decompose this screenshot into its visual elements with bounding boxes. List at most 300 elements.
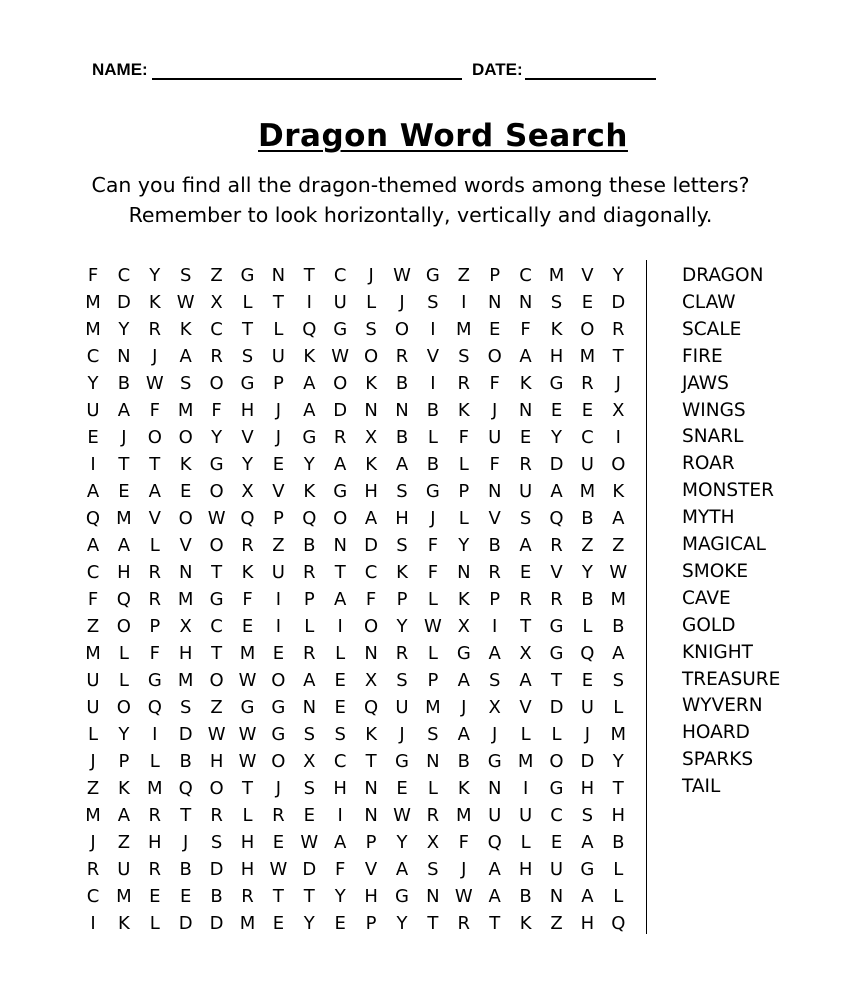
grid-letter[interactable]: G <box>333 481 348 502</box>
grid-letter[interactable]: U <box>519 481 533 502</box>
grid-letter[interactable]: R <box>550 589 563 610</box>
grid-letter[interactable]: A <box>612 643 625 664</box>
grid-letter[interactable]: W <box>423 616 442 637</box>
grid-letter[interactable]: K <box>179 319 192 340</box>
grid-letter[interactable]: Z <box>210 697 223 718</box>
grid-letter[interactable]: F <box>87 265 99 286</box>
grid-letter[interactable]: E <box>550 400 563 421</box>
grid-letter[interactable]: S <box>179 265 192 286</box>
grid-letter[interactable]: R <box>395 643 409 664</box>
grid-letter[interactable]: A <box>581 886 594 907</box>
grid-letter[interactable]: M <box>116 508 132 529</box>
grid-letter[interactable]: X <box>241 481 254 502</box>
grid-letter[interactable]: M <box>239 643 256 664</box>
grid-letter[interactable]: C <box>86 562 100 583</box>
grid-letter[interactable]: V <box>241 427 254 448</box>
grid-letter[interactable]: Y <box>118 319 130 340</box>
grid-letter[interactable]: C <box>86 346 100 367</box>
grid-letter[interactable]: U <box>86 400 100 421</box>
grid-letter[interactable]: A <box>334 589 347 610</box>
grid-letter[interactable]: M <box>456 805 472 826</box>
grid-letter[interactable]: S <box>396 670 408 691</box>
grid-letter[interactable]: N <box>364 643 378 664</box>
grid-letter[interactable]: B <box>581 508 594 529</box>
grid-letter[interactable]: J <box>275 400 282 421</box>
grid-letter[interactable]: T <box>211 562 223 583</box>
grid-letter[interactable]: C <box>210 616 223 637</box>
grid-letter[interactable]: X <box>519 643 532 664</box>
grid-letter[interactable]: Y <box>551 427 562 448</box>
grid-letter[interactable]: B <box>395 427 409 448</box>
grid-letter[interactable]: D <box>549 454 564 475</box>
grid-letter[interactable]: L <box>118 643 129 664</box>
grid-letter[interactable]: S <box>334 724 346 745</box>
grid-letter[interactable]: A <box>519 535 532 556</box>
grid-letter[interactable]: C <box>210 319 223 340</box>
grid-letter[interactable]: P <box>396 589 408 610</box>
grid-letter[interactable]: K <box>117 913 130 934</box>
grid-letter[interactable]: V <box>272 481 285 502</box>
grid-letter[interactable]: H <box>364 886 378 907</box>
grid-letter[interactable]: J <box>461 697 467 718</box>
grid-letter[interactable]: G <box>425 265 440 286</box>
grid-letter[interactable]: X <box>457 616 470 637</box>
grid-letter[interactable]: A <box>457 670 470 691</box>
grid-letter[interactable]: Q <box>178 778 193 799</box>
grid-letter[interactable]: Q <box>116 589 131 610</box>
grid-letter[interactable]: S <box>396 481 408 502</box>
grid-letter[interactable]: I <box>492 616 498 637</box>
grid-letter[interactable]: U <box>549 859 564 880</box>
grid-letter[interactable]: Z <box>457 265 470 286</box>
grid-letter[interactable]: O <box>209 481 224 502</box>
grid-letter[interactable]: Y <box>458 535 470 556</box>
grid-letter[interactable]: D <box>178 724 193 745</box>
grid-letter[interactable]: M <box>425 697 441 718</box>
grid-letter[interactable]: E <box>272 643 285 664</box>
grid-letter[interactable]: L <box>87 724 99 745</box>
grid-letter[interactable]: T <box>334 562 346 583</box>
grid-letter[interactable]: B <box>519 886 532 907</box>
grid-letter[interactable]: W <box>269 859 288 880</box>
grid-letter[interactable]: Y <box>303 454 315 475</box>
grid-letter[interactable]: H <box>178 643 193 664</box>
grid-letter[interactable]: H <box>209 751 224 772</box>
grid-letter[interactable]: S <box>519 508 532 529</box>
grid-letter[interactable]: F <box>211 400 222 421</box>
grid-letter[interactable]: G <box>240 265 255 286</box>
grid-letter[interactable]: Y <box>334 886 346 907</box>
grid-letter[interactable]: K <box>457 778 470 799</box>
grid-letter[interactable]: G <box>302 427 317 448</box>
grid-letter[interactable]: G <box>240 697 255 718</box>
grid-letter[interactable]: N <box>178 562 193 583</box>
grid-letter[interactable]: A <box>550 481 563 502</box>
grid-letter[interactable]: M <box>177 589 194 610</box>
grid-letter[interactable]: C <box>333 265 347 286</box>
grid-letter[interactable]: K <box>241 562 254 583</box>
grid-letter[interactable]: N <box>457 562 471 583</box>
grid-letter[interactable]: C <box>519 265 532 286</box>
grid-letter[interactable]: X <box>612 400 625 421</box>
grid-letter[interactable]: A <box>519 670 532 691</box>
grid-letter[interactable]: L <box>242 805 253 826</box>
grid-letter[interactable]: K <box>519 913 532 934</box>
grid-letter[interactable]: F <box>489 373 500 394</box>
grid-letter[interactable]: L <box>149 535 160 556</box>
grid-letter[interactable]: I <box>337 805 343 826</box>
grid-letter[interactable]: Q <box>549 508 564 529</box>
grid-letter[interactable]: A <box>488 859 501 880</box>
grid-letter[interactable]: C <box>333 751 347 772</box>
grid-letter[interactable]: J <box>492 724 498 745</box>
grid-letter[interactable]: P <box>272 373 284 394</box>
grid-letter[interactable]: O <box>580 319 595 340</box>
grid-letter[interactable]: Y <box>612 265 624 286</box>
grid-letter[interactable]: R <box>426 805 440 826</box>
grid-letter[interactable]: G <box>271 697 286 718</box>
grid-letter[interactable]: K <box>612 481 625 502</box>
grid-letter[interactable]: E <box>303 805 315 826</box>
grid-letter[interactable]: J <box>399 292 405 313</box>
grid-letter[interactable]: A <box>303 373 316 394</box>
grid-letter[interactable]: S <box>488 670 501 691</box>
grid-letter[interactable]: P <box>427 670 439 691</box>
grid-letter[interactable]: T <box>118 454 130 475</box>
grid-letter[interactable]: E <box>87 427 99 448</box>
grid-letter[interactable]: B <box>117 373 131 394</box>
grid-letter[interactable]: R <box>241 535 254 556</box>
grid-letter[interactable]: L <box>458 508 469 529</box>
grid-letter[interactable]: S <box>427 859 439 880</box>
grid-letter[interactable]: R <box>241 886 254 907</box>
grid-letter[interactable]: Y <box>149 265 161 286</box>
grid-letter[interactable]: X <box>210 292 223 313</box>
grid-letter[interactable]: Q <box>487 832 502 853</box>
grid-letter[interactable]: G <box>271 724 286 745</box>
grid-letter[interactable]: R <box>210 805 223 826</box>
grid-letter[interactable]: A <box>334 832 347 853</box>
grid-letter[interactable]: E <box>118 481 130 502</box>
grid-letter[interactable]: L <box>551 724 562 745</box>
grid-letter[interactable]: E <box>334 670 346 691</box>
grid-letter[interactable]: N <box>518 292 533 313</box>
grid-letter[interactable]: P <box>118 751 130 772</box>
grid-letter[interactable]: W <box>609 562 628 583</box>
grid-letter[interactable]: O <box>116 616 131 637</box>
grid-letter[interactable]: F <box>149 400 160 421</box>
grid-letter[interactable]: S <box>550 292 563 313</box>
grid-letter[interactable]: O <box>271 751 286 772</box>
grid-letter[interactable]: V <box>179 535 192 556</box>
grid-letter[interactable]: D <box>178 913 193 934</box>
grid-letter[interactable]: I <box>337 616 343 637</box>
grid-letter[interactable]: M <box>177 670 194 691</box>
grid-letter[interactable]: U <box>271 346 285 367</box>
grid-letter[interactable]: Q <box>364 697 379 718</box>
grid-letter[interactable]: L <box>613 697 624 718</box>
grid-letter[interactable]: F <box>242 589 253 610</box>
grid-letter[interactable]: E <box>272 832 285 853</box>
grid-letter[interactable]: T <box>612 778 624 799</box>
grid-letter[interactable]: K <box>457 589 470 610</box>
grid-letter[interactable]: N <box>271 265 286 286</box>
grid-letter[interactable]: T <box>612 346 624 367</box>
grid-letter[interactable]: G <box>549 616 564 637</box>
grid-letter[interactable]: A <box>117 400 131 421</box>
grid-letter[interactable]: F <box>365 589 377 610</box>
grid-letter[interactable]: T <box>149 454 161 475</box>
grid-letter[interactable]: E <box>149 886 161 907</box>
grid-letter[interactable]: P <box>303 589 315 610</box>
grid-letter[interactable]: L <box>458 454 469 475</box>
grid-letter[interactable]: N <box>426 751 440 772</box>
grid-letter[interactable]: C <box>581 427 594 448</box>
grid-letter[interactable]: T <box>303 265 315 286</box>
grid-letter[interactable]: Z <box>612 535 625 556</box>
grid-letter[interactable]: O <box>209 535 224 556</box>
grid-letter[interactable]: J <box>275 427 282 448</box>
grid-letter[interactable]: U <box>86 697 100 718</box>
grid-letter[interactable]: R <box>272 805 285 826</box>
grid-letter[interactable]: K <box>365 454 377 475</box>
grid-letter[interactable]: L <box>520 724 531 745</box>
grid-letter[interactable]: R <box>303 643 316 664</box>
grid-letter[interactable]: A <box>581 832 594 853</box>
grid-letter[interactable]: A <box>86 481 100 502</box>
grid-letter[interactable]: O <box>487 346 502 367</box>
grid-letter[interactable]: M <box>116 886 132 907</box>
grid-letter[interactable]: R <box>519 454 532 475</box>
grid-letter[interactable]: D <box>209 913 224 934</box>
grid-letter[interactable]: G <box>456 643 471 664</box>
grid-letter[interactable]: A <box>334 454 347 475</box>
grid-letter[interactable]: I <box>430 319 436 340</box>
grid-letter[interactable]: Q <box>147 697 162 718</box>
grid-letter[interactable]: M <box>239 913 256 934</box>
grid-letter[interactable]: H <box>240 832 255 853</box>
grid-letter[interactable]: O <box>209 670 224 691</box>
grid-letter[interactable]: Q <box>302 319 317 340</box>
grid-letter[interactable]: L <box>304 616 315 637</box>
grid-letter[interactable]: W <box>238 751 257 772</box>
grid-letter[interactable]: M <box>85 319 101 340</box>
grid-letter[interactable]: A <box>148 481 161 502</box>
grid-letter[interactable]: P <box>489 265 501 286</box>
grid-letter[interactable]: S <box>581 805 594 826</box>
grid-letter[interactable]: R <box>210 346 223 367</box>
grid-letter[interactable]: P <box>489 589 501 610</box>
grid-letter[interactable]: B <box>612 616 625 637</box>
grid-letter[interactable]: A <box>488 643 501 664</box>
grid-letter[interactable]: B <box>210 886 223 907</box>
grid-letter[interactable]: Z <box>581 535 594 556</box>
grid-letter[interactable]: H <box>240 400 255 421</box>
grid-letter[interactable]: R <box>148 805 162 826</box>
grid-letter[interactable]: R <box>148 562 162 583</box>
grid-letter[interactable]: R <box>550 535 563 556</box>
grid-letter[interactable]: I <box>615 427 621 448</box>
grid-letter[interactable]: J <box>430 508 436 529</box>
grid-letter[interactable]: E <box>180 886 192 907</box>
grid-letter[interactable]: X <box>364 670 378 691</box>
grid-letter[interactable]: O <box>209 373 224 394</box>
grid-letter[interactable]: W <box>331 346 350 367</box>
grid-letter[interactable]: K <box>148 292 161 313</box>
grid-letter[interactable]: U <box>333 292 347 313</box>
grid-letter[interactable]: R <box>457 913 471 934</box>
grid-letter[interactable]: F <box>335 859 346 880</box>
grid-letter[interactable]: W <box>393 265 411 286</box>
grid-letter[interactable]: L <box>613 859 624 880</box>
grid-letter[interactable]: G <box>549 643 564 664</box>
grid-letter[interactable]: M <box>610 589 627 610</box>
grid-letter[interactable]: D <box>549 697 564 718</box>
grid-letter[interactable]: O <box>178 508 193 529</box>
grid-letter[interactable]: O <box>147 427 162 448</box>
grid-letter[interactable]: C <box>364 562 378 583</box>
grid-letter[interactable]: M <box>610 724 627 745</box>
grid-letter[interactable]: Z <box>272 535 285 556</box>
grid-letter[interactable]: S <box>179 373 192 394</box>
grid-letter[interactable]: A <box>519 346 532 367</box>
grid-letter[interactable]: T <box>211 643 223 664</box>
grid-letter[interactable]: G <box>580 859 595 880</box>
grid-letter[interactable]: J <box>90 751 96 772</box>
grid-letter[interactable]: J <box>615 373 621 394</box>
grid-letter[interactable]: G <box>425 481 440 502</box>
grid-letter[interactable]: W <box>176 292 195 313</box>
grid-letter[interactable]: A <box>395 454 409 475</box>
grid-letter[interactable]: L <box>427 589 438 610</box>
grid-letter[interactable]: H <box>148 832 162 853</box>
grid-letter[interactable]: V <box>581 265 594 286</box>
grid-letter[interactable]: R <box>303 562 316 583</box>
grid-letter[interactable]: G <box>240 373 255 394</box>
grid-letter[interactable]: X <box>364 427 378 448</box>
grid-letter[interactable]: Y <box>396 616 408 637</box>
grid-letter[interactable]: A <box>457 724 470 745</box>
grid-letter[interactable]: S <box>427 724 439 745</box>
grid-letter[interactable]: H <box>395 508 409 529</box>
grid-letter[interactable]: O <box>209 778 224 799</box>
grid-letter[interactable]: A <box>395 859 409 880</box>
grid-letter[interactable]: F <box>427 535 439 556</box>
grid-letter[interactable]: W <box>238 670 257 691</box>
grid-letter[interactable]: S <box>458 346 470 367</box>
grid-letter[interactable]: J <box>584 724 591 745</box>
grid-letter[interactable]: N <box>487 481 502 502</box>
grid-letter[interactable]: T <box>272 886 284 907</box>
grid-letter[interactable]: M <box>579 481 596 502</box>
grid-letter[interactable]: H <box>549 346 564 367</box>
grid-letter[interactable]: I <box>90 913 96 934</box>
grid-letter[interactable]: W <box>207 724 226 745</box>
grid-letter[interactable]: Y <box>211 427 223 448</box>
grid-letter[interactable]: B <box>303 535 316 556</box>
grid-letter[interactable]: J <box>461 859 467 880</box>
grid-letter[interactable]: I <box>275 589 282 610</box>
grid-letter[interactable]: T <box>489 913 501 934</box>
grid-letter[interactable]: K <box>365 373 377 394</box>
grid-letter[interactable]: L <box>520 832 531 853</box>
grid-letter[interactable]: X <box>179 616 192 637</box>
grid-letter[interactable]: G <box>209 589 224 610</box>
grid-letter[interactable]: F <box>520 319 531 340</box>
grid-letter[interactable]: K <box>457 400 470 421</box>
grid-letter[interactable]: K <box>550 319 563 340</box>
grid-letter[interactable]: E <box>334 697 346 718</box>
grid-letter[interactable]: J <box>275 778 282 799</box>
grid-letter[interactable]: T <box>365 751 377 772</box>
grid-letter[interactable]: N <box>333 535 347 556</box>
grid-letter[interactable]: Y <box>396 832 408 853</box>
grid-letter[interactable]: F <box>427 562 439 583</box>
grid-letter[interactable]: Q <box>580 643 595 664</box>
grid-letter[interactable]: L <box>273 319 284 340</box>
grid-letter[interactable]: U <box>86 670 100 691</box>
grid-letter[interactable]: N <box>549 886 564 907</box>
grid-letter[interactable]: A <box>488 886 501 907</box>
grid-letter[interactable]: A <box>303 400 316 421</box>
grid-letter[interactable]: D <box>209 859 224 880</box>
grid-letter[interactable]: Y <box>396 913 408 934</box>
grid-letter[interactable]: U <box>488 427 502 448</box>
grid-letter[interactable]: E <box>272 454 285 475</box>
grid-letter[interactable]: O <box>549 751 564 772</box>
grid-letter[interactable]: U <box>580 697 594 718</box>
grid-letter[interactable]: A <box>364 508 378 529</box>
grid-letter[interactable]: E <box>581 400 594 421</box>
grid-letter[interactable]: I <box>430 373 436 394</box>
grid-letter[interactable]: Z <box>117 832 131 853</box>
grid-letter[interactable]: S <box>427 292 439 313</box>
grid-letter[interactable]: H <box>611 805 626 826</box>
grid-letter[interactable]: E <box>241 616 254 637</box>
grid-letter[interactable]: U <box>395 697 409 718</box>
grid-letter[interactable]: F <box>458 832 469 853</box>
grid-letter[interactable]: Z <box>550 913 563 934</box>
grid-letter[interactable]: J <box>121 427 127 448</box>
grid-letter[interactable]: K <box>303 346 316 367</box>
grid-letter[interactable]: S <box>303 778 316 799</box>
grid-letter[interactable]: B <box>179 859 192 880</box>
grid-letter[interactable]: D <box>364 535 379 556</box>
grid-letter[interactable]: E <box>272 913 285 934</box>
grid-letter[interactable]: K <box>519 373 532 394</box>
grid-letter[interactable]: N <box>302 697 317 718</box>
grid-letter[interactable]: U <box>488 805 502 826</box>
grid-letter[interactable]: D <box>611 292 626 313</box>
grid-letter[interactable]: N <box>518 400 533 421</box>
grid-letter[interactable]: T <box>551 670 562 691</box>
grid-letter[interactable]: J <box>152 346 158 367</box>
grid-letter[interactable]: T <box>272 292 284 313</box>
grid-letter[interactable]: L <box>613 886 624 907</box>
grid-letter[interactable]: D <box>580 751 595 772</box>
grid-letter[interactable]: M <box>177 400 194 421</box>
grid-letter[interactable]: O <box>611 454 626 475</box>
grid-letter[interactable]: L <box>427 778 438 799</box>
grid-letter[interactable]: O <box>178 427 193 448</box>
grid-letter[interactable]: T <box>242 778 253 799</box>
grid-letter[interactable]: K <box>303 481 316 502</box>
grid-letter[interactable]: N <box>364 778 378 799</box>
grid-letter[interactable]: X <box>426 832 440 853</box>
grid-letter[interactable]: Y <box>87 373 99 394</box>
grid-letter[interactable]: Y <box>242 454 253 475</box>
grid-letter[interactable]: L <box>242 292 253 313</box>
